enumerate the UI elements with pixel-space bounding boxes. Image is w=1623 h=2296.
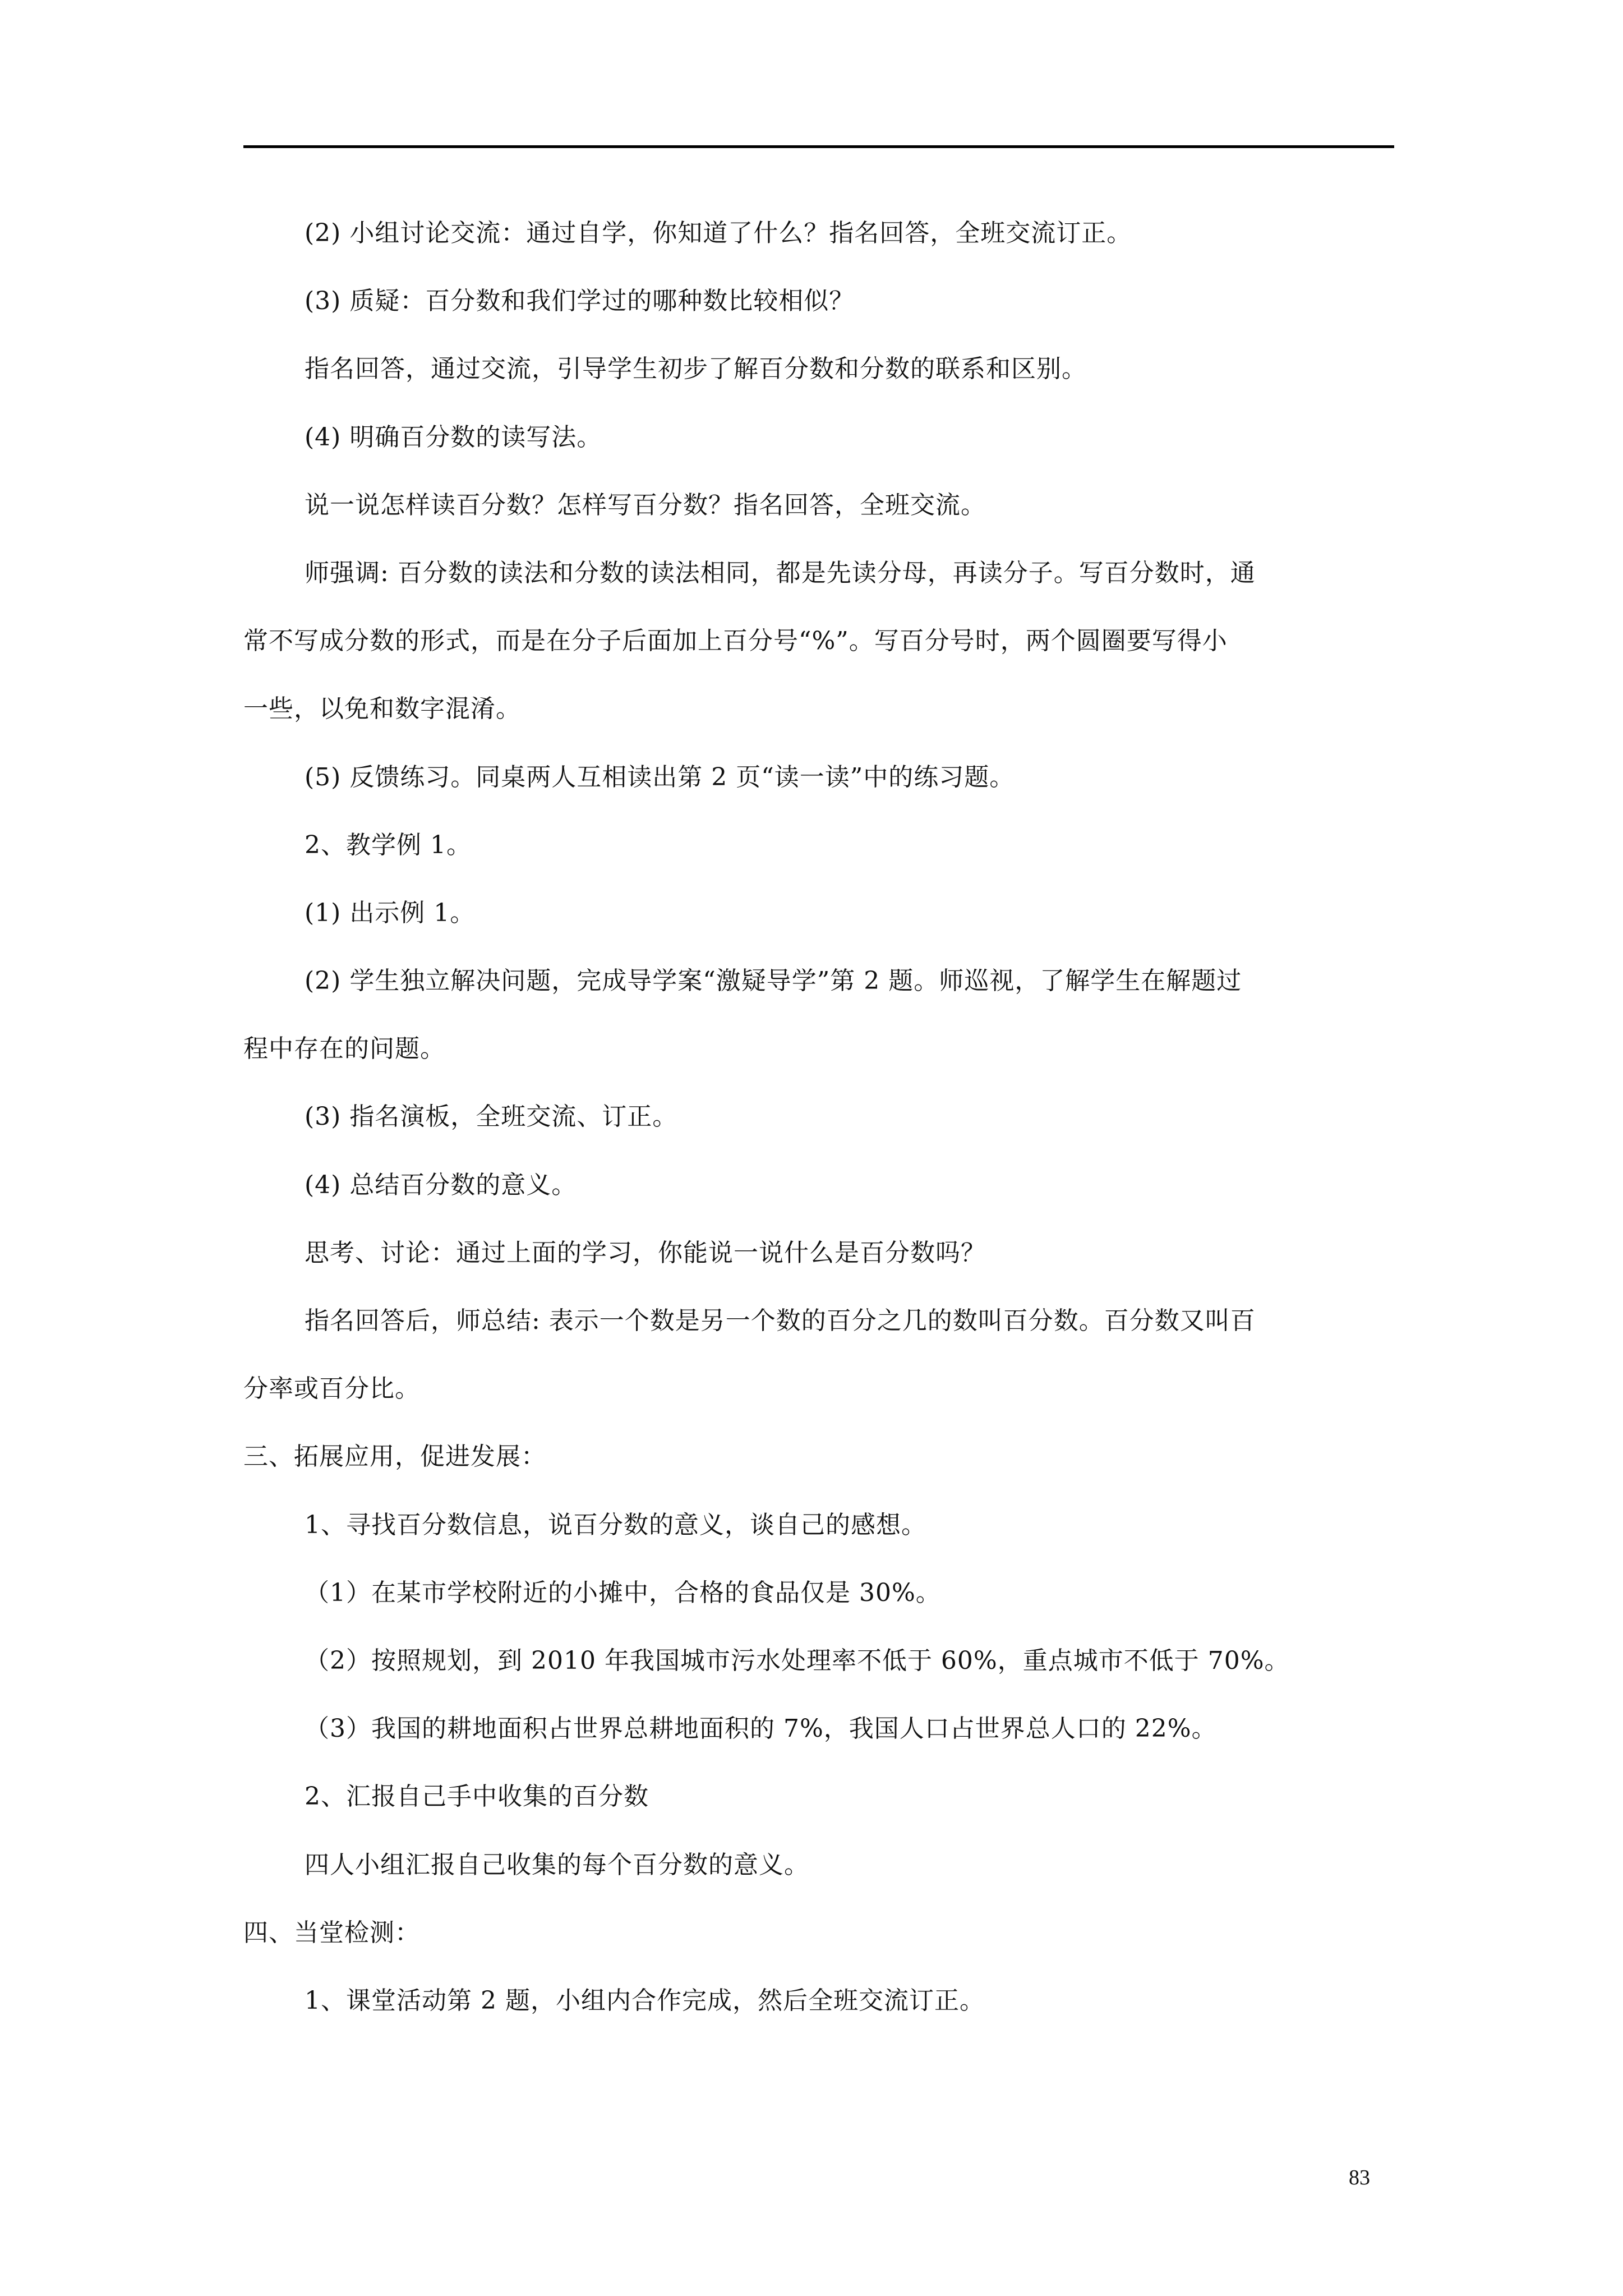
paragraph-line: 1、课堂活动第 2 题，小组内合作完成，然后全班交流订正。 bbox=[305, 1986, 985, 2015]
list-item: （3）我国的耕地面积占世界总耕地面积的 7%，我国人口占世界总人口的 22%。 bbox=[305, 1714, 1217, 1743]
paragraph-line: (2) 小组讨论交流：通过自学，你知道了什么？指名回答，全班交流订正。 bbox=[305, 219, 1132, 247]
paragraph-line: 2、教学例 1。 bbox=[305, 831, 472, 859]
paragraph-line: 1、寻找百分数信息，说百分数的意义，谈自己的感想。 bbox=[305, 1511, 926, 1539]
header-rule bbox=[243, 145, 1394, 148]
paragraph-line: (4) 总结百分数的意义。 bbox=[305, 1171, 577, 1199]
paragraph-line: 一些，以免和数字混淆。 bbox=[243, 694, 521, 723]
paragraph-line: (3) 指名演板，全班交流、订正。 bbox=[305, 1102, 678, 1131]
paragraph-line: 程中存在的问题。 bbox=[243, 1034, 445, 1063]
paragraph-line: (3) 质疑：百分数和我们学过的哪种数比较相似？ bbox=[305, 287, 855, 315]
paragraph-line: (4) 明确百分数的读写法。 bbox=[305, 423, 602, 452]
paragraph-line: 常不写成分数的形式，而是在分子后面加上百分号“%”。写百分号时，两个圆圈要写得小 bbox=[243, 627, 1228, 655]
paragraph-line: 思考、讨论：通过上面的学习，你能说一说什么是百分数吗？ bbox=[305, 1239, 986, 1267]
page-number: 83 bbox=[1349, 2166, 1370, 2189]
paragraph-line: 指名回答，通过交流，引导学生初步了解百分数和分数的联系和区别。 bbox=[305, 355, 1087, 383]
paragraph-line: 四人小组汇报自己收集的每个百分数的意义。 bbox=[305, 1851, 809, 1879]
paragraph-line: (5) 反馈练习。同桌两人互相读出第 2 页“读一读”中的练习题。 bbox=[305, 763, 1015, 792]
paragraph-line: 师强调: 百分数的读法和分数的读法相同，都是先读分母，再读分子。写百分数时，通 bbox=[305, 559, 1256, 587]
paragraph-line: 说一说怎样读百分数？怎样写百分数？指名回答，全班交流。 bbox=[305, 491, 986, 519]
list-item: （1）在某市学校附近的小摊中，合格的食品仅是 30%。 bbox=[305, 1579, 941, 1607]
paragraph-line: 指名回答后，师总结: 表示一个数是另一个数的百分之几的数叫百分数。百分数又叫百 bbox=[305, 1306, 1256, 1335]
paragraph-line: 2、汇报自己手中收集的百分数 bbox=[305, 1782, 649, 1811]
paragraph-line: (2) 学生独立解决问题，完成导学案“激疑导学”第 2 题。师巡视，了解学生在解题过 bbox=[305, 967, 1242, 995]
paragraph-line: 分率或百分比。 bbox=[243, 1374, 420, 1403]
section-heading: 四、当堂检测： bbox=[243, 1918, 420, 1947]
paragraph-line: (1) 出示例 1。 bbox=[305, 899, 476, 927]
section-heading: 三、拓展应用，促进发展： bbox=[243, 1442, 546, 1471]
list-item: （2）按照规划，到 2010 年我国城市污水处理率不低于 60%，重点城市不低于 70%。 bbox=[305, 1646, 1290, 1675]
